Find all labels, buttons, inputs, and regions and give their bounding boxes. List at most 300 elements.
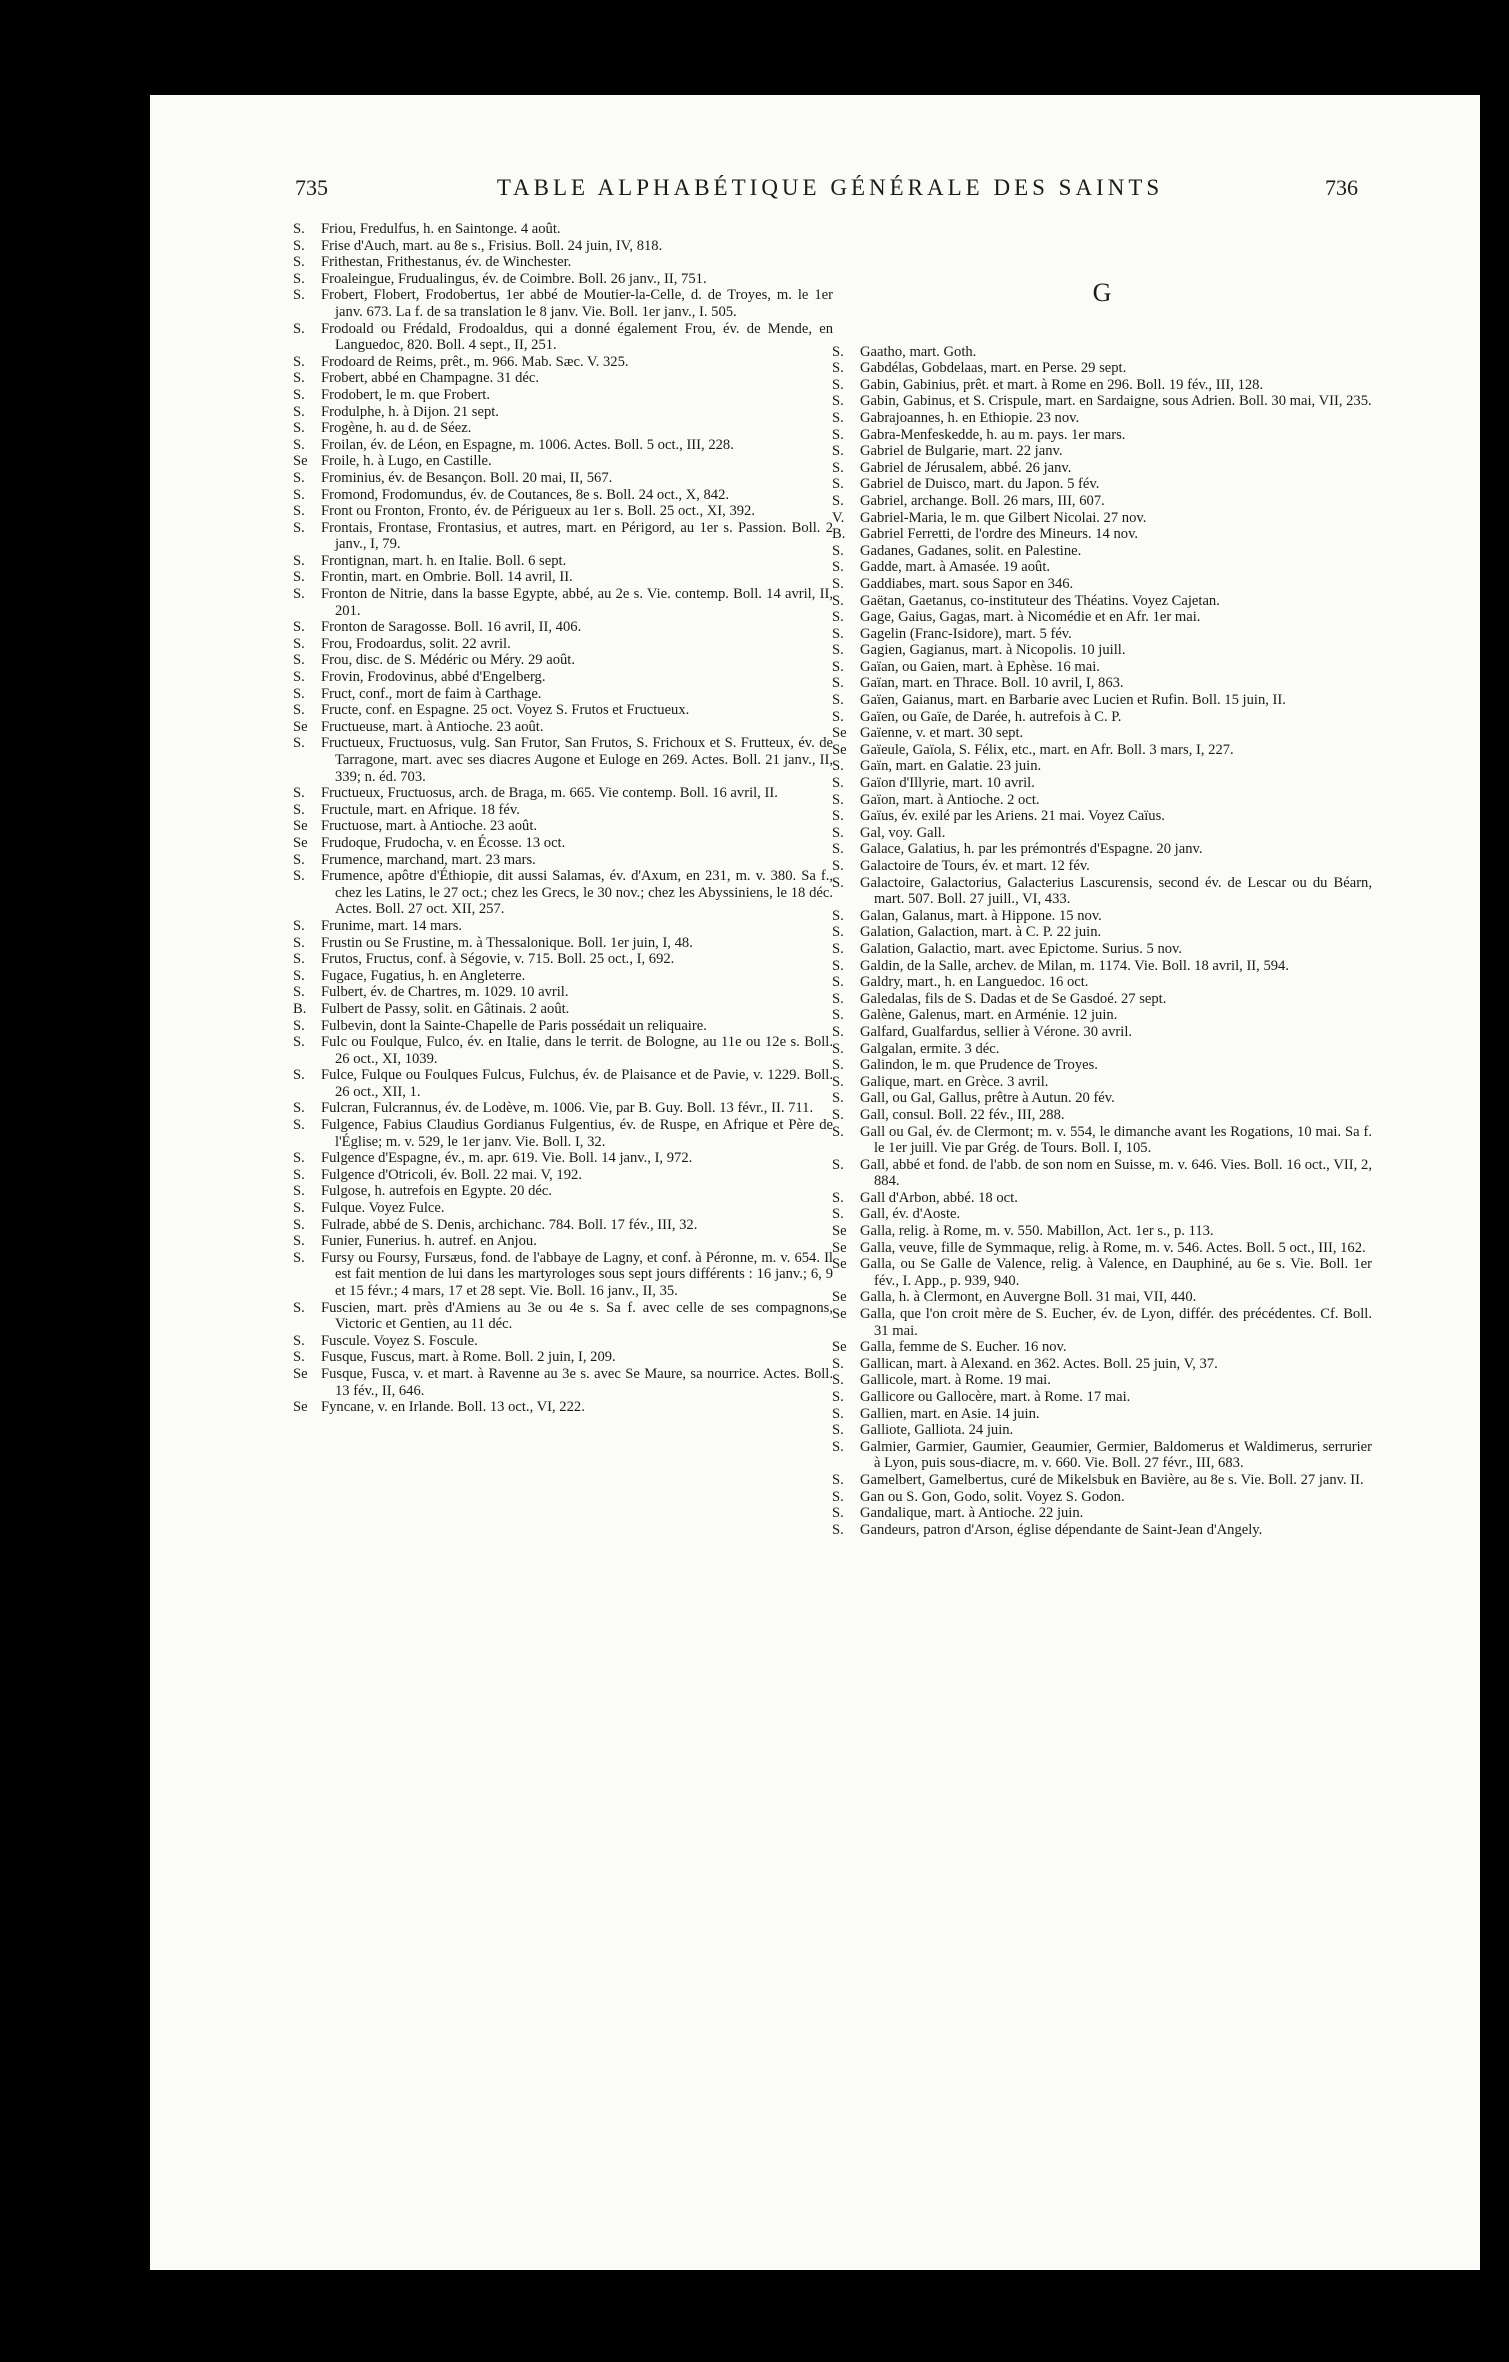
entry-title-abbr: Se	[832, 1223, 847, 1240]
index-entry	[832, 344, 1372, 361]
entry-title-abbr: S.	[832, 1372, 844, 1389]
index-entry	[832, 858, 1372, 875]
entry-text: Frou, disc. de S. Médéric ou Méry. 29 août.	[321, 652, 575, 669]
index-entry	[832, 675, 1372, 692]
entry-title-abbr: S.	[293, 735, 305, 752]
document-page	[150, 95, 1480, 2270]
left-column	[293, 221, 833, 1416]
entry-text: Fructule, mart. en Afrique. 18 fév.	[321, 801, 520, 818]
entry-text: Frustin ou Se Frustine, m. à Thessalonique. Boll. 1er juin, I, 48.	[321, 934, 693, 951]
entry-title-abbr: S.	[832, 1438, 844, 1455]
index-entry	[832, 841, 1372, 858]
entry-text: Fulque. Voyez Fulce.	[321, 1200, 445, 1217]
entry-title-abbr: S.	[832, 1106, 844, 1123]
entry-text: Gagelin (Franc-Isidore), mart. 5 fév.	[860, 625, 1072, 642]
entry-title-abbr: S.	[832, 1023, 844, 1040]
index-entry	[293, 984, 833, 1001]
index-entry	[832, 493, 1372, 510]
index-entry	[832, 1256, 1372, 1289]
entry-title-abbr: S.	[832, 675, 844, 692]
entry-title-abbr: S.	[832, 360, 844, 377]
entry-title-abbr: Se	[293, 453, 308, 470]
index-entry	[832, 1157, 1372, 1190]
entry-text: Frogène, h. au d. de Séez.	[321, 420, 472, 437]
entry-text: Gage, Gaius, Gagas, mart. à Nicomédie et en Afr. 1er mai.	[860, 609, 1201, 626]
index-entry	[832, 1041, 1372, 1058]
entry-text: Galla, h. à Clermont, en Auvergne Boll. 31 mai, VII, 440.	[860, 1289, 1197, 1306]
index-entry	[293, 1217, 833, 1234]
entry-text: Gabin, Gabinus, et S. Crispule, mart. en Sardaigne, sous Adrien. Boll. 30 mai, VII, 235.	[860, 393, 1372, 410]
index-entry	[832, 1372, 1372, 1389]
index-entry	[293, 1349, 833, 1366]
index-entry	[293, 1117, 833, 1150]
index-entry	[293, 1018, 833, 1035]
entry-title-abbr: S.	[293, 586, 305, 603]
entry-title-abbr: S.	[832, 393, 844, 410]
index-entry	[832, 559, 1372, 576]
index-entry	[293, 1150, 833, 1167]
index-entry	[832, 991, 1372, 1008]
index-entry	[293, 453, 833, 470]
index-entry	[832, 1522, 1372, 1539]
entry-text: Gall ou Gal, év. de Clermont; m. v. 554, le dimanche avant les Rogations, 10 mai. Sa f. le 1er juill. Vie par Grég. de Tours. Boll. I, 105.	[860, 1123, 1372, 1157]
entry-title-abbr: S.	[832, 658, 844, 675]
entry-title-abbr: S.	[832, 559, 844, 576]
entry-title-abbr: S.	[293, 1249, 305, 1266]
entry-text: Fulbert de Passy, solit. en Gâtinais. 2 août.	[321, 1000, 570, 1017]
index-entry	[832, 1024, 1372, 1041]
index-entry	[832, 1306, 1372, 1339]
entry-title-abbr: S.	[293, 1233, 305, 1250]
entry-title-abbr: S.	[293, 221, 305, 237]
entry-title-abbr: Se	[832, 1289, 847, 1306]
entry-title-abbr: Se	[832, 1306, 847, 1323]
entry-title-abbr: S.	[293, 1332, 305, 1349]
entry-title-abbr: S.	[293, 486, 305, 503]
entry-title-abbr: S.	[293, 967, 305, 984]
entry-title-abbr: S.	[832, 443, 844, 460]
page-header	[150, 175, 1480, 215]
index-entry	[832, 659, 1372, 676]
entry-title-abbr: Se	[293, 834, 308, 851]
index-entry	[832, 725, 1372, 742]
entry-title-abbr: S.	[832, 625, 844, 642]
entry-title-abbr: S.	[293, 1200, 305, 1217]
right-column	[832, 225, 1372, 1538]
entry-text: Galgalan, ermite. 3 déc.	[860, 1040, 1000, 1057]
entry-text: Frontin, mart. en Ombrie. Boll. 14 avril, II.	[321, 569, 573, 586]
index-entry	[832, 1223, 1372, 1240]
index-entry	[832, 775, 1372, 792]
entry-text: Galactoire, Galactorius, Galacterius Lascurensis, second év. de Lescar ou du Béarn, mart. 507. Boll. 27 juill., VI, 433.	[860, 874, 1372, 908]
index-entry	[832, 360, 1372, 377]
entry-title-abbr: S.	[293, 569, 305, 586]
entry-text: Fugace, Fugatius, h. en Angleterre.	[321, 967, 526, 984]
entry-text: Frumence, apôtre d'Éthiopie, dit aussi Salamas, év. d'Axum, en 231, m. v. 380. Sa f., chez les Latins, le 27 oct.; chez les Grecs, le 30 nov.; chez les Abyssiniens, le 18 déc. Actes. Boll. 27 oct. XII, 257.	[321, 868, 833, 918]
entry-title-abbr: S.	[293, 1183, 305, 1200]
entry-title-abbr: S.	[293, 1299, 305, 1316]
entry-text: Fulce, Fulque ou Foulques Fulcus, Fulchus, év. de Plaisance et de Pavie, v. 1229. Boll. 26 oct., XII, 1.	[321, 1067, 833, 1100]
index-entry	[293, 1167, 833, 1184]
index-entry	[832, 593, 1372, 610]
index-entry	[832, 1107, 1372, 1124]
entry-text: Galdin, de la Salle, archev. de Milan, m. 1174. Vie. Boll. 18 avril, II, 594.	[860, 957, 1290, 974]
entry-title-abbr: S.	[293, 984, 305, 1001]
entry-text: Frodobert, le m. que Frobert.	[321, 386, 491, 403]
entry-text: Gallicore ou Gallocère, mart. à Rome. 17 mai.	[860, 1389, 1131, 1405]
index-entry	[832, 1489, 1372, 1506]
entry-title-abbr: S.	[832, 1355, 844, 1372]
index-entry	[293, 569, 833, 586]
entry-text: Fruct, conf., mort de faim à Carthage.	[321, 685, 542, 702]
entry-text: Fuscule. Voyez S. Foscule.	[321, 1332, 478, 1349]
entry-text: Galedalas, fils de S. Dadas et de Se Gasdoé. 27 sept.	[860, 990, 1167, 1007]
index-entry	[832, 908, 1372, 925]
entry-text: Froaleingue, Frudualingus, év. de Coimbre. Boll. 26 janv., II, 751.	[321, 270, 707, 287]
entry-title-abbr: S.	[832, 907, 844, 924]
entry-text: Frovin, Frodovinus, abbé d'Engelberg.	[321, 669, 546, 686]
entry-text: Gall, év. d'Aoste.	[860, 1206, 961, 1223]
entry-title-abbr: S.	[832, 692, 844, 709]
entry-text: Gaïon, mart. à Antioche. 2 oct.	[860, 791, 1040, 808]
entry-title-abbr: S.	[832, 609, 844, 626]
index-entry	[293, 818, 833, 835]
index-entry	[293, 719, 833, 736]
entry-title-abbr: S.	[832, 858, 844, 874]
entry-text: Fructe, conf. en Espagne. 25 oct. Voyez S. Frutos et Fructueux.	[321, 702, 690, 719]
entry-title-abbr: S.	[832, 476, 844, 493]
index-entry	[293, 935, 833, 952]
index-entry	[293, 968, 833, 985]
index-entry	[293, 1034, 833, 1067]
entry-text: Frutos, Fructus, conf. à Ségovie, v. 715. Boll. 25 oct., I, 692.	[321, 951, 675, 968]
right-entry-list	[832, 344, 1372, 1539]
entry-title-abbr: S.	[832, 1471, 844, 1488]
entry-title-abbr: S.	[293, 669, 305, 686]
entry-title-abbr: S.	[832, 409, 844, 426]
entry-title-abbr: S.	[293, 652, 305, 669]
entry-title-abbr: S.	[293, 287, 305, 304]
entry-text: Gadanes, Gadanes, solit. en Palestine.	[860, 542, 1082, 559]
index-entry	[293, 636, 833, 653]
entry-text: Galdry, mart., h. en Languedoc. 16 oct.	[860, 974, 1089, 991]
index-entry	[832, 1472, 1372, 1489]
index-entry	[293, 802, 833, 819]
index-entry	[293, 1001, 833, 1018]
index-entry	[832, 941, 1372, 958]
entry-title-abbr: V.	[832, 509, 845, 526]
entry-text: Friou, Fredulfus, h. en Saintonge. 4 août.	[321, 221, 561, 237]
entry-title-abbr: S.	[293, 702, 305, 719]
index-entry	[832, 576, 1372, 593]
entry-text: Fronton de Saragosse. Boll. 16 avril, II, 406.	[321, 619, 582, 636]
entry-text: Fructueux, Fructuosus, vulg. San Frutor, San Frutos, S. Frichoux et S. Frutteux, év. de Tarragone, mart. avec ses diacres Augone et Euloge en 269. Actes. Boll. 21 janv., II, 339; n. éd. 703.	[321, 735, 833, 785]
index-entry	[293, 387, 833, 404]
index-entry	[832, 808, 1372, 825]
index-entry	[832, 410, 1372, 427]
index-entry	[832, 1406, 1372, 1423]
entry-title-abbr: S.	[293, 1166, 305, 1183]
entry-title-abbr: S.	[832, 791, 844, 808]
index-entry	[832, 609, 1372, 626]
entry-text: Frobert, Flobert, Frodobertus, 1er abbé de Moutier-la-Celle, d. de Troyes, m. le 1er janv. 673. La f. de sa translation le 8 janv. Vie. Boll. 1er janv., I. 505.	[321, 287, 833, 320]
entry-title-abbr: Se	[832, 741, 847, 758]
entry-text: Gall, consul. Boll. 22 fév., III, 288.	[860, 1106, 1065, 1123]
index-entry	[832, 443, 1372, 460]
entry-title-abbr: S.	[832, 1206, 844, 1223]
index-entry	[832, 1057, 1372, 1074]
entry-title-abbr: S.	[832, 1505, 844, 1522]
entry-text: Frodoald ou Frédald, Frodoaldus, qui a donné également Frou, év. de Mende, en Languedoc, 820. Boll. 4 sept., II, 251.	[321, 320, 833, 354]
entry-title-abbr: S.	[293, 420, 305, 437]
index-entry	[293, 404, 833, 421]
entry-title-abbr: S.	[293, 320, 305, 337]
entry-text: Galation, Galactio, mart. avec Epictome. Surius. 5 nov.	[860, 940, 1183, 957]
index-entry	[293, 470, 833, 487]
index-entry	[832, 377, 1372, 394]
entry-title-abbr: S.	[832, 1189, 844, 1206]
entry-text: Galla, que l'on croit mère de S. Eucher, év. de Lyon, différ. des précédentes. Cf. Boll. 31 mai.	[860, 1306, 1372, 1339]
entry-title-abbr: S.	[293, 503, 305, 520]
entry-text: Galindon, le m. que Prudence de Troyes.	[860, 1057, 1098, 1074]
entry-text: Fulgence d'Espagne, év., m. apr. 619. Vie. Boll. 14 janv., I, 972.	[321, 1150, 693, 1167]
index-entry	[832, 742, 1372, 759]
index-entry	[293, 271, 833, 288]
entry-text: Galace, Galatius, h. par les prémontrés d'Espagne. 20 janv.	[860, 841, 1203, 858]
entry-title-abbr: S.	[293, 851, 305, 868]
entry-title-abbr: S.	[293, 1349, 305, 1366]
entry-text: Gan ou S. Gon, Godo, solit. Voyez S. Godon.	[860, 1488, 1125, 1505]
entry-title-abbr: S.	[832, 1073, 844, 1090]
index-entry	[293, 503, 833, 520]
index-entry	[293, 918, 833, 935]
entry-text: Galliote, Galliota. 24 juin.	[860, 1422, 1014, 1439]
entry-title-abbr: S.	[293, 801, 305, 818]
index-entry	[832, 626, 1372, 643]
index-entry	[293, 520, 833, 553]
entry-title-abbr: S.	[293, 1017, 305, 1034]
entry-title-abbr: S.	[832, 542, 844, 559]
entry-title-abbr: S.	[832, 957, 844, 974]
index-entry	[832, 1190, 1372, 1207]
entry-title-abbr: S.	[832, 924, 844, 941]
index-entry	[293, 702, 833, 719]
entry-text: Gabin, Gabinius, prêt. et mart. à Rome en 296. Boll. 19 fév., III, 128.	[860, 376, 1264, 393]
entry-title-abbr: S.	[832, 824, 844, 841]
index-entry	[832, 1206, 1372, 1223]
entry-text: Galène, Galenus, mart. en Arménie. 12 juin.	[860, 1007, 1118, 1024]
entry-text: Fulbevin, dont la Sainte-Chapelle de Paris possédait un reliquaire.	[321, 1017, 707, 1034]
entry-title-abbr: S.	[832, 841, 844, 858]
entry-text: Fulgence d'Otricoli, év. Boll. 22 mai. V, 192.	[321, 1166, 582, 1183]
index-entry	[832, 1339, 1372, 1356]
index-entry	[293, 785, 833, 802]
entry-text: Galla, relig. à Rome, m. v. 550. Mabillon, Act. 1er s., p. 113.	[860, 1223, 1214, 1240]
index-entry	[293, 221, 833, 238]
index-entry	[293, 852, 833, 869]
entry-title-abbr: S.	[832, 1123, 844, 1140]
entry-title-abbr: S.	[832, 1007, 844, 1024]
entry-title-abbr: S.	[293, 270, 305, 287]
entry-title-abbr: S.	[293, 436, 305, 453]
entry-title-abbr: Se	[832, 1239, 847, 1256]
index-entry	[293, 1233, 833, 1250]
entry-text: Fusque, Fusca, v. et mart. à Ravenne au 3e s. avec Se Maure, sa nourrice. Actes. Boll. 13 fév., II, 646.	[321, 1365, 833, 1399]
index-entry	[293, 420, 833, 437]
index-entry	[293, 321, 833, 354]
index-entry	[293, 1333, 833, 1350]
entry-text: Fulgose, h. autrefois en Egypte. 20 déc.	[321, 1183, 553, 1200]
index-entry	[832, 758, 1372, 775]
entry-text: Gandalique, mart. à Antioche. 22 juin.	[860, 1505, 1084, 1522]
entry-text: Gabriel, archange. Boll. 26 mars, III, 607.	[860, 492, 1105, 509]
page-number-left: 735	[295, 175, 328, 200]
entry-text: Galla, femme de S. Eucher. 16 nov.	[860, 1339, 1067, 1356]
entry-text: Galfard, Gualfardus, sellier à Vérone. 30 avril.	[860, 1023, 1133, 1040]
entry-text: Gaïen, Gaianus, mart. en Barbarie avec Lucien et Rufin. Boll. 15 juin, II.	[860, 692, 1286, 709]
index-entry	[293, 354, 833, 371]
entry-title-abbr: B.	[293, 1000, 307, 1017]
index-entry	[293, 1183, 833, 1200]
index-entry	[293, 835, 833, 852]
entry-title-abbr: S.	[832, 1422, 844, 1439]
index-entry	[832, 692, 1372, 709]
index-entry	[293, 1200, 833, 1217]
entry-title-abbr: S.	[293, 386, 305, 403]
index-entry	[293, 951, 833, 968]
entry-text: Gabriel-Maria, le m. que Gilbert Nicolai. 27 nov.	[860, 509, 1147, 526]
entry-text: Funier, Funerius. h. autref. en Anjou.	[321, 1233, 537, 1250]
entry-text: Frou, Frodoardus, solit. 22 avril.	[321, 635, 511, 652]
entry-text: Gamelbert, Gamelbertus, curé de Mikelsbuk en Bavière, au 8e s. Vie. Boll. 27 janv. II.	[860, 1471, 1364, 1488]
index-entry	[293, 1300, 833, 1333]
entry-text: Gagien, Gagianus, mart. à Nicopolis. 10 juill.	[860, 642, 1126, 659]
entry-text: Galan, Galanus, mart. à Hippone. 15 nov.	[860, 907, 1102, 924]
entry-title-abbr: S.	[832, 426, 844, 443]
entry-title-abbr: S.	[832, 376, 844, 393]
entry-text: Froile, h. à Lugo, en Castille.	[321, 453, 492, 470]
index-entry	[832, 642, 1372, 659]
entry-title-abbr: S.	[832, 459, 844, 476]
entry-text: Gallien, mart. en Asie. 14 juin.	[860, 1405, 1040, 1422]
index-entry	[293, 686, 833, 703]
entry-text: Frudoque, Frudocha, v. en Écosse. 13 oct.	[321, 834, 566, 851]
entry-text: Gabriel de Duisco, mart. du Japon. 5 fév.	[860, 476, 1100, 493]
entry-title-abbr: S.	[832, 1389, 844, 1405]
entry-title-abbr: Se	[832, 1339, 847, 1356]
entry-text: Gaddiabes, mart. sous Sapor en 346.	[860, 575, 1074, 592]
entry-text: Frithestan, Frithestanus, év. de Winchester.	[321, 254, 572, 271]
entry-text: Galla, ou Se Galle de Valence, relig. à Valence, en Dauphiné, au 6e s. Vie. Boll. 1er fév., I. App., p. 939, 940.	[860, 1256, 1372, 1289]
entry-text: Frontignan, mart. h. en Italie. Boll. 6 sept.	[321, 552, 567, 569]
index-entry	[293, 619, 833, 636]
index-entry	[832, 543, 1372, 560]
index-entry	[832, 460, 1372, 477]
entry-text: Gallicole, mart. à Rome. 19 mai.	[860, 1372, 1051, 1389]
entry-title-abbr: S.	[832, 775, 844, 792]
entry-text: Frunime, mart. 14 mars.	[321, 917, 463, 934]
entry-text: Frobert, abbé en Champagne. 31 déc.	[321, 370, 540, 387]
index-entry	[832, 709, 1372, 726]
entry-title-abbr: S.	[293, 403, 305, 420]
index-entry	[832, 1389, 1372, 1406]
entry-title-abbr: S.	[293, 1150, 305, 1167]
entry-text: Gaïn, mart. en Galatie. 23 juin.	[860, 758, 1042, 775]
entry-title-abbr: S.	[293, 1067, 305, 1084]
entry-title-abbr: S.	[832, 1156, 844, 1173]
entry-text: Fructueux, Fructuosus, arch. de Braga, m. 665. Vie contemp. Boll. 16 avril, II.	[321, 785, 778, 802]
index-entry	[832, 393, 1372, 410]
entry-text: Gabrajoannes, h. en Ethiopie. 23 nov.	[860, 409, 1080, 426]
index-entry	[293, 254, 833, 271]
entry-text: Gabriel de Bulgarie, mart. 22 janv.	[860, 443, 1063, 460]
entry-title-abbr: S.	[293, 1216, 305, 1233]
index-entry	[293, 487, 833, 504]
index-entry	[832, 1356, 1372, 1373]
index-entry	[832, 1007, 1372, 1024]
index-entry	[293, 553, 833, 570]
index-entry	[293, 1366, 833, 1399]
entry-text: Gabdélas, Gobdelaas, mart. en Perse. 29 sept.	[860, 360, 1127, 377]
entry-title-abbr: S.	[293, 868, 305, 885]
index-entry	[832, 875, 1372, 908]
entry-text: Fulgence, Fabius Claudius Gordianus Fulgentius, év. de Ruspe, en Afrique et Père de l'Église; m. v. 529, le 1er janv. Vie. Boll. I, 32.	[321, 1117, 833, 1150]
entry-text: Gaatho, mart. Goth.	[860, 343, 977, 360]
entry-title-abbr: S.	[293, 237, 305, 254]
index-entry	[293, 1100, 833, 1117]
index-entry	[293, 735, 833, 785]
entry-text: Frise d'Auch, mart. au 8e s., Frisius. Boll. 24 juin, IV, 818.	[321, 237, 663, 254]
index-entry	[832, 427, 1372, 444]
entry-text: Fructueuse, mart. à Antioche. 23 août.	[321, 718, 544, 735]
index-entry	[832, 974, 1372, 991]
entry-title-abbr: S.	[832, 592, 844, 609]
entry-title-abbr: S.	[832, 1521, 844, 1538]
index-entry	[832, 510, 1372, 527]
index-entry	[832, 825, 1372, 842]
entry-title-abbr: B.	[832, 526, 846, 543]
entry-title-abbr: S.	[832, 1488, 844, 1505]
entry-title-abbr: S.	[293, 353, 305, 370]
entry-title-abbr: S.	[832, 1090, 844, 1107]
entry-text: Fuscien, mart. près d'Amiens au 3e ou 4e s. Sa f. avec celle de ses compagnons, Victoric et Gentien, au 11 déc.	[321, 1299, 833, 1333]
section-letter-heading: G	[1092, 278, 1112, 307]
entry-text: Gal, voy. Gall.	[860, 824, 946, 841]
entry-title-abbr: S.	[293, 370, 305, 387]
entry-text: Fulc ou Foulque, Fulco, év. en Italie, dans le territ. de Bologne, au 11e ou 12e s. Boll. 26 oct., XI, 1039.	[321, 1034, 833, 1067]
index-entry	[832, 1124, 1372, 1157]
index-entry	[293, 669, 833, 686]
entry-text: Fulcran, Fulcrannus, év. de Lodève, m. 1006. Vie, par B. Guy. Boll. 13 févr., II. 711.	[321, 1100, 814, 1117]
index-entry	[293, 586, 833, 619]
index-entry	[832, 1240, 1372, 1257]
index-entry	[832, 1289, 1372, 1306]
entry-text: Gandeurs, patron d'Arson, église dépendante de Saint-Jean d'Angely.	[860, 1521, 1263, 1538]
entry-title-abbr: Se	[293, 1365, 308, 1382]
entry-title-abbr: S.	[832, 1405, 844, 1422]
index-entry	[293, 868, 833, 918]
index-entry	[832, 924, 1372, 941]
entry-title-abbr: S.	[293, 934, 305, 951]
entry-text: Galmier, Garmier, Gaumier, Geaumier, Germier, Baldomerus et Waldimerus, serrurier à Lyon, puis sous-diacre, m. v. 660. Vie. Boll. 27 févr., III, 683.	[860, 1438, 1372, 1472]
entry-title-abbr: S.	[832, 990, 844, 1007]
entry-title-abbr: S.	[293, 635, 305, 652]
index-entry	[832, 1439, 1372, 1472]
entry-title-abbr: S.	[832, 940, 844, 957]
entry-title-abbr: S.	[832, 1057, 844, 1074]
entry-title-abbr: S.	[293, 469, 305, 486]
entry-text: Gall, abbé et fond. de l'abb. de son nom en Suisse, m. v. 646. Vies. Boll. 16 oct., VII, 2, 884.	[860, 1156, 1372, 1190]
